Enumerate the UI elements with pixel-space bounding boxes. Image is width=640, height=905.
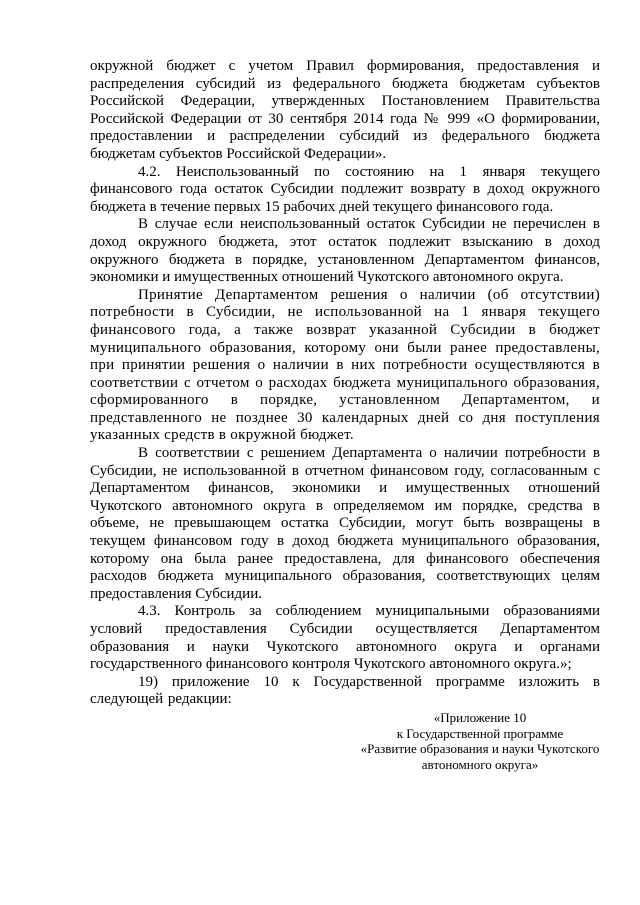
appendix-program-name-cont: автономного округа» (421, 756, 539, 772)
appendix-header (330, 710, 630, 772)
paragraph-4-3: 4.3. Контроль за соблюдением муниципальными образованиями условий предоставления Субсидии осуществляется Департаментом образования и науки Чукотского автономного округа и органами государственного финансового контроля Чукотского автономного округа.»; (90, 603, 600, 673)
document-body (90, 58, 600, 709)
appendix-title: «Приложение 10 (433, 710, 527, 725)
paragraph-department-decision: Принятие Департаментом решения о наличии (об отсутствии) потребности в Субсидии, не использованной на 1 января текущего финансового года, а также возврат указанной Субсидии в бюджет муниципального образования, которому они были ранее предоставлены, при принятии решения о наличии в них потребности осуществляются в соответствии с отчетом о расходах бюджета муниципального образования, сформированного в порядке, установленном Департаментом, и представленного не позднее 30 календарных дней со дня поступления указанных средств в окружной бюджет. (90, 286, 600, 444)
paragraph-unspent-balance: В случае если неиспользованный остаток Субсидии не перечислен в доход окружного бюджета, этот остаток подлежит взысканию в доход окружного бюджета в порядке, установленном Департаментом финансов, экономики и имущественных отношений Чукотского автономного округа. (90, 216, 600, 286)
paragraph-4-2: 4.2. Неиспользованный по состоянию на 1 января текущего финансового года остаток Субсидии подлежит возврату в доход окружного бюджета в течение первых 15 рабочих дней текущего финансового года. (90, 163, 600, 215)
appendix-program-name: «Развитие образования и науки Чукотского (360, 741, 600, 756)
paragraph-return-of-funds: В соответствии с решением Департамента о наличии потребности в Субсидии, не использованной в отчетном финансовом году, согласованным с Департаментом финансов, экономики и имущественных отношений Чукотского автономного округа в определяемом им порядке, средства в объеме, не превышающем остатка Субсидии, могут быть возвращены в текущем финансовом году в доход бюджета муниципального образования, которому она была ранее предоставлена, для финансового обеспечения расходов бюджета муниципального образования, соответствующих целям предоставления Субсидии. (90, 445, 600, 602)
appendix-subtitle: к Государственной программе (396, 725, 564, 741)
paragraph-item-19: 19) приложение 10 к Государственной программе изложить в следующей редакции: (90, 673, 600, 708)
paragraph-continuation: окружной бюджет с учетом Правил формирования, предоставления и распределения субсидий из федерального бюджета бюджетам субъектов Российской Федерации, утвержденных Постановлением Правительства Российской Федерации от 30 сентября 2014 года № 999 «О формировании, предоставлении и распределении субсидий из федерального бюджета бюджетам субъектов Российской Федерации». (90, 58, 600, 162)
